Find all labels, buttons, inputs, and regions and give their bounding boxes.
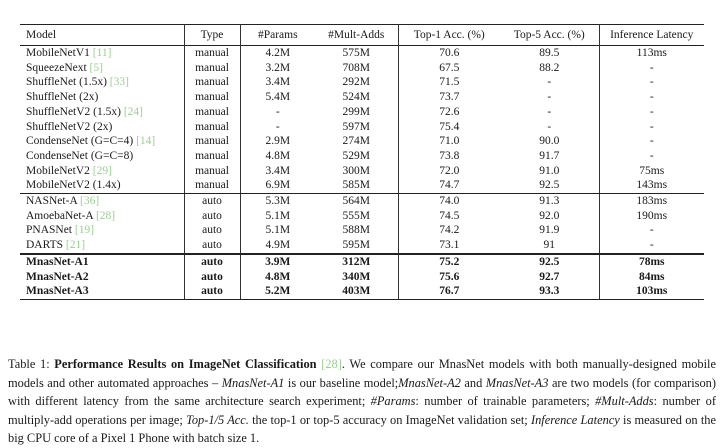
- cell-top5: 91.9: [500, 223, 599, 238]
- cell-model: [20, 46, 184, 61]
- citation-link[interactable]: [33]: [109, 76, 129, 89]
- cell-latency: -: [649, 149, 654, 162]
- table-row: [20, 120, 704, 135]
- caption-title-cite: [28]: [321, 357, 342, 371]
- cell-latency: -: [649, 135, 654, 148]
- header-model: Model: [20, 25, 184, 46]
- model-name: MnasNet-A2: [26, 270, 89, 283]
- cell-latency: 183ms: [636, 195, 668, 208]
- cell-model: [20, 194, 184, 209]
- cell-mult-adds: 300M: [315, 164, 398, 179]
- model-name: CondenseNet (G=C=4): [26, 135, 134, 148]
- cell-mult-adds: 403M: [315, 284, 398, 299]
- citation-link[interactable]: [19]: [74, 224, 95, 237]
- model-name: ShuffleNet (2x): [26, 91, 99, 104]
- cell-top5: 92.7: [500, 270, 599, 285]
- caption-model-a1: MnasNet-A1: [221, 375, 285, 390]
- results-table: [20, 24, 704, 300]
- table-row: [20, 134, 704, 149]
- table-row: [20, 149, 704, 164]
- model-name: ShuffleNetV2 (1.5x): [26, 105, 121, 118]
- cell-type: manual: [184, 46, 240, 61]
- cell-top1: 73.7: [439, 91, 460, 104]
- cell-type: manual: [184, 90, 240, 105]
- cell-type: auto: [184, 284, 240, 299]
- cell-latency: -: [649, 239, 654, 252]
- table-row: [20, 209, 704, 224]
- caption-sentence-4: are two models (for comparison) with different latency from the same architecture search experiment;: [8, 375, 716, 409]
- cell-model: [20, 270, 184, 285]
- cell-mult-adds: 708M: [315, 61, 398, 76]
- cell-latency: 190ms: [636, 209, 668, 222]
- cell-mult-adds: 299M: [315, 105, 398, 120]
- table-row: [20, 90, 704, 105]
- cell-params: 6.9M: [240, 178, 315, 193]
- cell-top5: 93.3: [500, 284, 599, 299]
- model-name: MobileNetV2: [26, 164, 90, 177]
- table-row: [20, 194, 704, 209]
- caption-key-params: #Params: [370, 394, 416, 409]
- model-name: ShuffleNet (1.5x): [26, 76, 107, 89]
- table-row: [20, 105, 704, 120]
- cell-params: 4.8M: [265, 270, 291, 283]
- cell-mult-adds: 274M: [315, 134, 398, 149]
- table-row: [20, 61, 704, 76]
- table-row: [20, 270, 704, 285]
- model-name: AmoebaNet-A: [26, 209, 94, 222]
- caption-key-latency: Inference Latency: [530, 412, 620, 427]
- cell-type: auto: [184, 238, 240, 254]
- cell-top1: 72.0: [439, 164, 460, 177]
- cell-top1: 73.1: [439, 239, 460, 252]
- cell-top5: 91.7: [500, 149, 599, 164]
- cell-params: 5.2M: [240, 284, 315, 299]
- cell-top5: -: [500, 90, 599, 105]
- cell-params: 3.4M: [265, 164, 291, 177]
- cell-model: [20, 90, 184, 105]
- cell-params: -: [275, 105, 280, 118]
- model-name: NASNet-A: [26, 195, 78, 208]
- cell-top1: 74.0: [439, 195, 460, 208]
- cell-params: 5.1M: [265, 224, 291, 237]
- cell-top5: 89.5: [500, 46, 599, 61]
- table-caption: [8, 355, 716, 448]
- cell-mult-adds: 555M: [315, 209, 398, 224]
- caption-sentence-8: is measured on the big CPU core of a Pixel 1 Phone with batch size 1.: [8, 412, 716, 446]
- cell-mult-adds: 312M: [315, 254, 398, 270]
- model-name: CondenseNet (G=C=8): [26, 149, 134, 162]
- table-row: [20, 284, 704, 299]
- header-top5: Top-5 Acc. (%): [500, 25, 599, 46]
- cell-latency: 103ms: [599, 284, 704, 299]
- caption-key-mult-adds: #Mult-Adds: [595, 394, 654, 409]
- cell-params: 2.9M: [265, 135, 291, 148]
- table-row: [20, 238, 704, 254]
- cell-top1: 74.5: [439, 209, 460, 222]
- cell-latency: -: [649, 91, 654, 104]
- citation-link[interactable]: [24]: [123, 105, 144, 118]
- cell-top5: 88.2: [500, 61, 599, 76]
- cell-top1: 71.0: [439, 135, 460, 148]
- cell-top1: 71.5: [439, 76, 460, 89]
- cell-model: [20, 134, 184, 149]
- table-row: [20, 46, 704, 61]
- cell-latency: 75ms: [639, 164, 665, 177]
- cell-model: [20, 254, 184, 270]
- cell-type: auto: [184, 194, 240, 209]
- citation-link[interactable]: [14]: [136, 135, 156, 148]
- cell-model: [20, 223, 184, 238]
- cell-model: [20, 120, 184, 135]
- table-row: [20, 75, 704, 90]
- cell-top5: 92.5: [500, 178, 599, 193]
- cell-mult-adds: 585M: [315, 178, 398, 193]
- caption-sentence-5: : number of trainable parameters;: [415, 394, 590, 409]
- header-type: Type: [184, 25, 240, 46]
- caption-sentence-1: . We compare our MnasNet models with both manually-designed mobile models and other automated approaches –: [8, 357, 716, 390]
- cell-top5: -: [500, 120, 599, 135]
- cell-latency: 84ms: [638, 270, 665, 283]
- auto-models-group: [20, 194, 704, 254]
- cell-latency: -: [649, 105, 654, 118]
- table-header-row: [20, 25, 704, 46]
- citation-link[interactable]: [28]: [95, 209, 116, 222]
- cell-model: [20, 209, 184, 224]
- cell-model: [20, 164, 184, 179]
- caption-label: Table 1:: [8, 357, 50, 371]
- cell-type: auto: [184, 254, 240, 270]
- model-name: MnasNet-A3: [26, 285, 89, 298]
- cell-latency: 113ms: [636, 47, 667, 59]
- caption-sentence-2: is our baseline model;: [287, 375, 399, 390]
- model-name: MobileNetV2 (1.4x): [26, 179, 121, 192]
- table-row: [20, 164, 704, 179]
- cell-type: manual: [184, 134, 240, 149]
- cell-type: manual: [184, 164, 240, 179]
- cell-top1: 70.6: [439, 47, 460, 59]
- model-name: ShuffleNetV2 (2x): [26, 120, 113, 133]
- cell-latency: 78ms: [599, 254, 704, 270]
- cell-model: [20, 75, 184, 90]
- cell-type: manual: [184, 105, 240, 120]
- cell-top5: 92.0: [500, 209, 599, 224]
- cell-top1: 74.7: [398, 178, 500, 193]
- cell-type: manual: [184, 149, 240, 164]
- cell-top1: 67.5: [439, 61, 460, 74]
- header-mult-adds: #Mult-Adds: [315, 25, 398, 46]
- cell-top5: 91.0: [500, 164, 599, 179]
- cell-mult-adds: 595M: [315, 238, 398, 254]
- citation-link[interactable]: [29]: [92, 164, 112, 177]
- cell-params: 5.3M: [265, 195, 291, 208]
- table-row: [20, 223, 704, 238]
- results-table-container: [20, 24, 704, 300]
- mnasnet-models-group: [20, 254, 704, 300]
- table-row: [20, 178, 704, 193]
- caption-sentence-6: : number of multiply-add operations per image;: [8, 394, 717, 427]
- cell-model: [20, 61, 184, 76]
- cell-top1: 75.6: [439, 270, 460, 283]
- cell-type: manual: [184, 75, 240, 90]
- cell-mult-adds: 597M: [315, 120, 398, 135]
- cell-model: [20, 105, 184, 120]
- cell-latency: -: [649, 76, 654, 89]
- cell-params: 5.1M: [265, 209, 291, 222]
- cell-top1: 75.2: [398, 254, 500, 270]
- cell-top1: 76.7: [398, 284, 500, 299]
- cell-model: [20, 238, 184, 254]
- cell-params: 3.4M: [265, 76, 291, 89]
- cell-params: 4.2M: [265, 47, 291, 59]
- cell-type: manual: [184, 120, 240, 135]
- citation-link[interactable]: [11]: [92, 47, 112, 59]
- cell-top1: 75.4: [439, 120, 460, 133]
- citation-link[interactable]: [21]: [65, 239, 86, 252]
- cell-latency: -: [649, 224, 654, 237]
- caption-model-a3: MnasNet-A3: [485, 375, 549, 390]
- model-name: MobileNetV1: [26, 47, 90, 59]
- cell-top1: 74.2: [439, 224, 460, 237]
- cell-mult-adds: 588M: [315, 223, 398, 238]
- caption-key-top-acc: Top-1/5 Acc.: [186, 412, 249, 427]
- model-name: SqueezeNext: [26, 61, 87, 74]
- cell-params: -: [275, 120, 280, 133]
- cell-model: [20, 178, 184, 193]
- cell-params: 5.4M: [265, 91, 291, 104]
- cell-model: [20, 284, 184, 299]
- cell-top1: 72.6: [439, 105, 460, 118]
- cell-type: auto: [184, 270, 240, 285]
- caption-sentence-3: and: [464, 375, 483, 390]
- table-row: [20, 254, 704, 270]
- cell-latency: -: [649, 61, 654, 74]
- cell-mult-adds: 575M: [315, 46, 398, 61]
- cell-mult-adds: 524M: [315, 90, 398, 105]
- caption-sentence-7: the top-1 or top-5 accuracy on ImageNet validation set;: [252, 412, 528, 427]
- cell-params: 4.8M: [265, 149, 291, 162]
- citation-link[interactable]: [36]: [80, 195, 100, 208]
- model-name: DARTS: [26, 239, 64, 252]
- cell-mult-adds: 564M: [315, 194, 398, 209]
- cell-params: 4.9M: [265, 239, 291, 252]
- cell-top5: 91.3: [500, 194, 599, 209]
- cell-top5: -: [500, 105, 599, 120]
- citation-link[interactable]: [5]: [89, 61, 103, 74]
- header-params: #Params: [257, 29, 298, 41]
- cell-mult-adds: 292M: [315, 75, 398, 90]
- cell-type: auto: [184, 223, 240, 238]
- header-top1: Top-1 Acc. (%): [413, 29, 485, 41]
- model-name: MnasNet-A1: [26, 255, 89, 268]
- cell-type: auto: [184, 209, 240, 224]
- cell-type: manual: [184, 178, 240, 193]
- caption-model-a2: MnasNet-A2: [398, 375, 461, 390]
- cell-latency: 143ms: [599, 178, 704, 193]
- cell-top5: 92.5: [500, 254, 599, 270]
- cell-latency: -: [649, 120, 654, 133]
- cell-top5: 90.0: [500, 134, 599, 149]
- manual-models-group: [20, 46, 704, 194]
- cell-params: 3.9M: [240, 254, 315, 270]
- cell-top1: 73.8: [439, 149, 460, 162]
- cell-top5: 91: [500, 238, 599, 254]
- cell-top5: -: [500, 75, 599, 90]
- model-name: PNASNet: [26, 224, 73, 237]
- cell-params: 3.2M: [265, 61, 291, 74]
- caption-title: Performance Results on ImageNet Classification: [54, 357, 317, 371]
- cell-type: manual: [184, 61, 240, 76]
- cell-mult-adds: 340M: [315, 270, 398, 285]
- cell-model: [20, 149, 184, 164]
- cell-mult-adds: 529M: [315, 149, 398, 164]
- header-latency: Inference Latency: [610, 29, 694, 41]
